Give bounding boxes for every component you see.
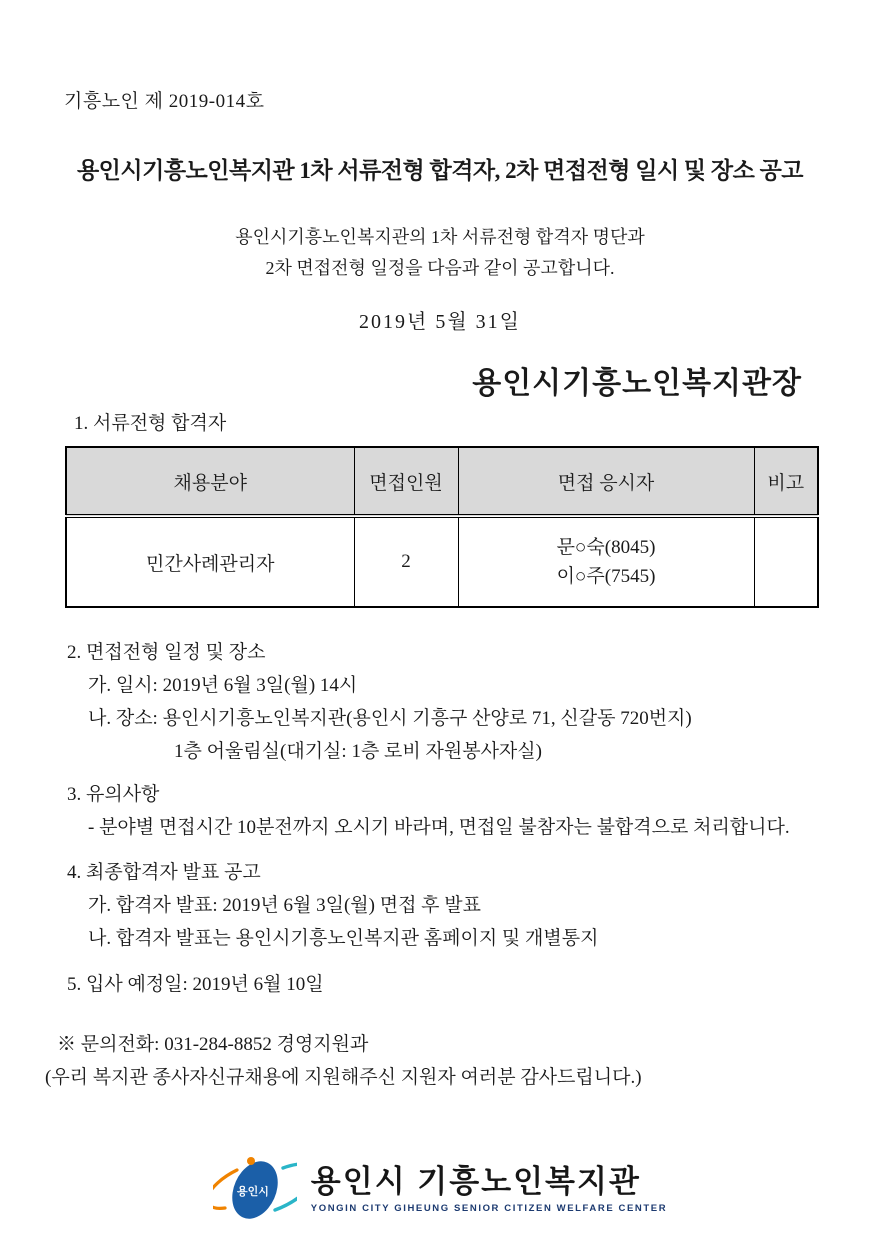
signature-title: 용인시기흥노인복지관장 <box>472 367 802 400</box>
footer-logo <box>0 1150 880 1228</box>
section3-heading: 3. 유의사항 <box>67 784 160 805</box>
contact-thanks-line: (우리 복지관 종사자신규채용에 지원해주신 지원자 여러분 감사드립니다.) <box>45 1067 642 1088</box>
section5-heading: 5. 입사 예정일: 2019년 6월 10일 <box>67 974 324 995</box>
section2 <box>0 636 880 768</box>
header-note: 비고 <box>754 447 818 516</box>
applicant-2: 이○주(7545) <box>556 566 656 587</box>
document-date: 2019년 5월 31일 <box>359 311 521 333</box>
section3 <box>0 778 880 844</box>
table-row <box>66 516 818 607</box>
section3-item-notice: - 분야별 면접시간 10분전까지 오시기 바라며, 면접일 불참자는 불합격으로 처리합니다. <box>88 817 790 838</box>
subtitle-line-1: 용인시기흥노인복지관의 1차 서류전형 합격자 명단과 <box>235 227 645 247</box>
footer-org-names <box>311 1165 667 1214</box>
org-name-korean: 용인시 기흥노인복지관 <box>310 1163 641 1199</box>
page-title: 용인시기흥노인복지관 1차 서류전형 합격자, 2차 면접전형 일시 및 장소 공고 <box>76 158 804 183</box>
contact-block <box>0 1028 880 1094</box>
section2-heading: 2. 면접전형 일정 및 장소 <box>67 642 266 663</box>
section2-item-place-detail: 1층 어울림실(대기실: 1층 로비 자원봉사자실) <box>174 741 542 762</box>
section4-item-announce-method: 나. 합격자 발표는 용인시기흥노인복지관 홈페이지 및 개별통지 <box>88 928 599 949</box>
section2-item-date: 가. 일시: 2019년 6월 3일(월) 14시 <box>88 675 358 696</box>
org-name-english: YONGIN CITY GIHEUNG SENIOR CITIZEN WELFARE CENTER <box>310 1202 668 1214</box>
logo-badge-text: 용인시 <box>236 1186 269 1198</box>
pass-list-table <box>65 446 819 608</box>
header-interview-count: 면접인원 <box>354 447 458 516</box>
section4 <box>0 856 880 955</box>
cell-note <box>754 516 818 607</box>
contact-phone-line: ※ 문의전화: 031-284-8852 경영지원과 <box>57 1034 369 1055</box>
section1-heading: 1. 서류전형 합격자 <box>74 413 227 434</box>
cell-interview-count: 2 <box>354 516 458 607</box>
document-number: 기흥노인 제 2019-014호 <box>64 91 265 112</box>
table-header-row <box>66 447 818 516</box>
header-interview-applicants: 면접 응시자 <box>458 447 754 516</box>
section2-item-place: 나. 장소: 용인시기흥노인복지관(용인시 기흥구 산양로 71, 신갈동 720번지) <box>88 708 692 729</box>
cell-recruit-field: 민간사례관리자 <box>66 516 354 607</box>
cell-applicants <box>458 516 754 607</box>
applicant-1: 문○숙(8045) <box>556 537 656 558</box>
section5 <box>0 968 880 1001</box>
subtitle-line-2: 2차 면접전형 일정을 다음과 같이 공고합니다. <box>265 258 615 278</box>
section4-item-announce-date: 가. 합격자 발표: 2019년 6월 3일(월) 면접 후 발표 <box>88 895 481 916</box>
subtitle <box>0 222 880 284</box>
yongin-city-logo-icon <box>213 1150 297 1228</box>
header-recruit-field: 채용분야 <box>66 447 354 516</box>
section4-heading: 4. 최종합격자 발표 공고 <box>67 862 261 883</box>
